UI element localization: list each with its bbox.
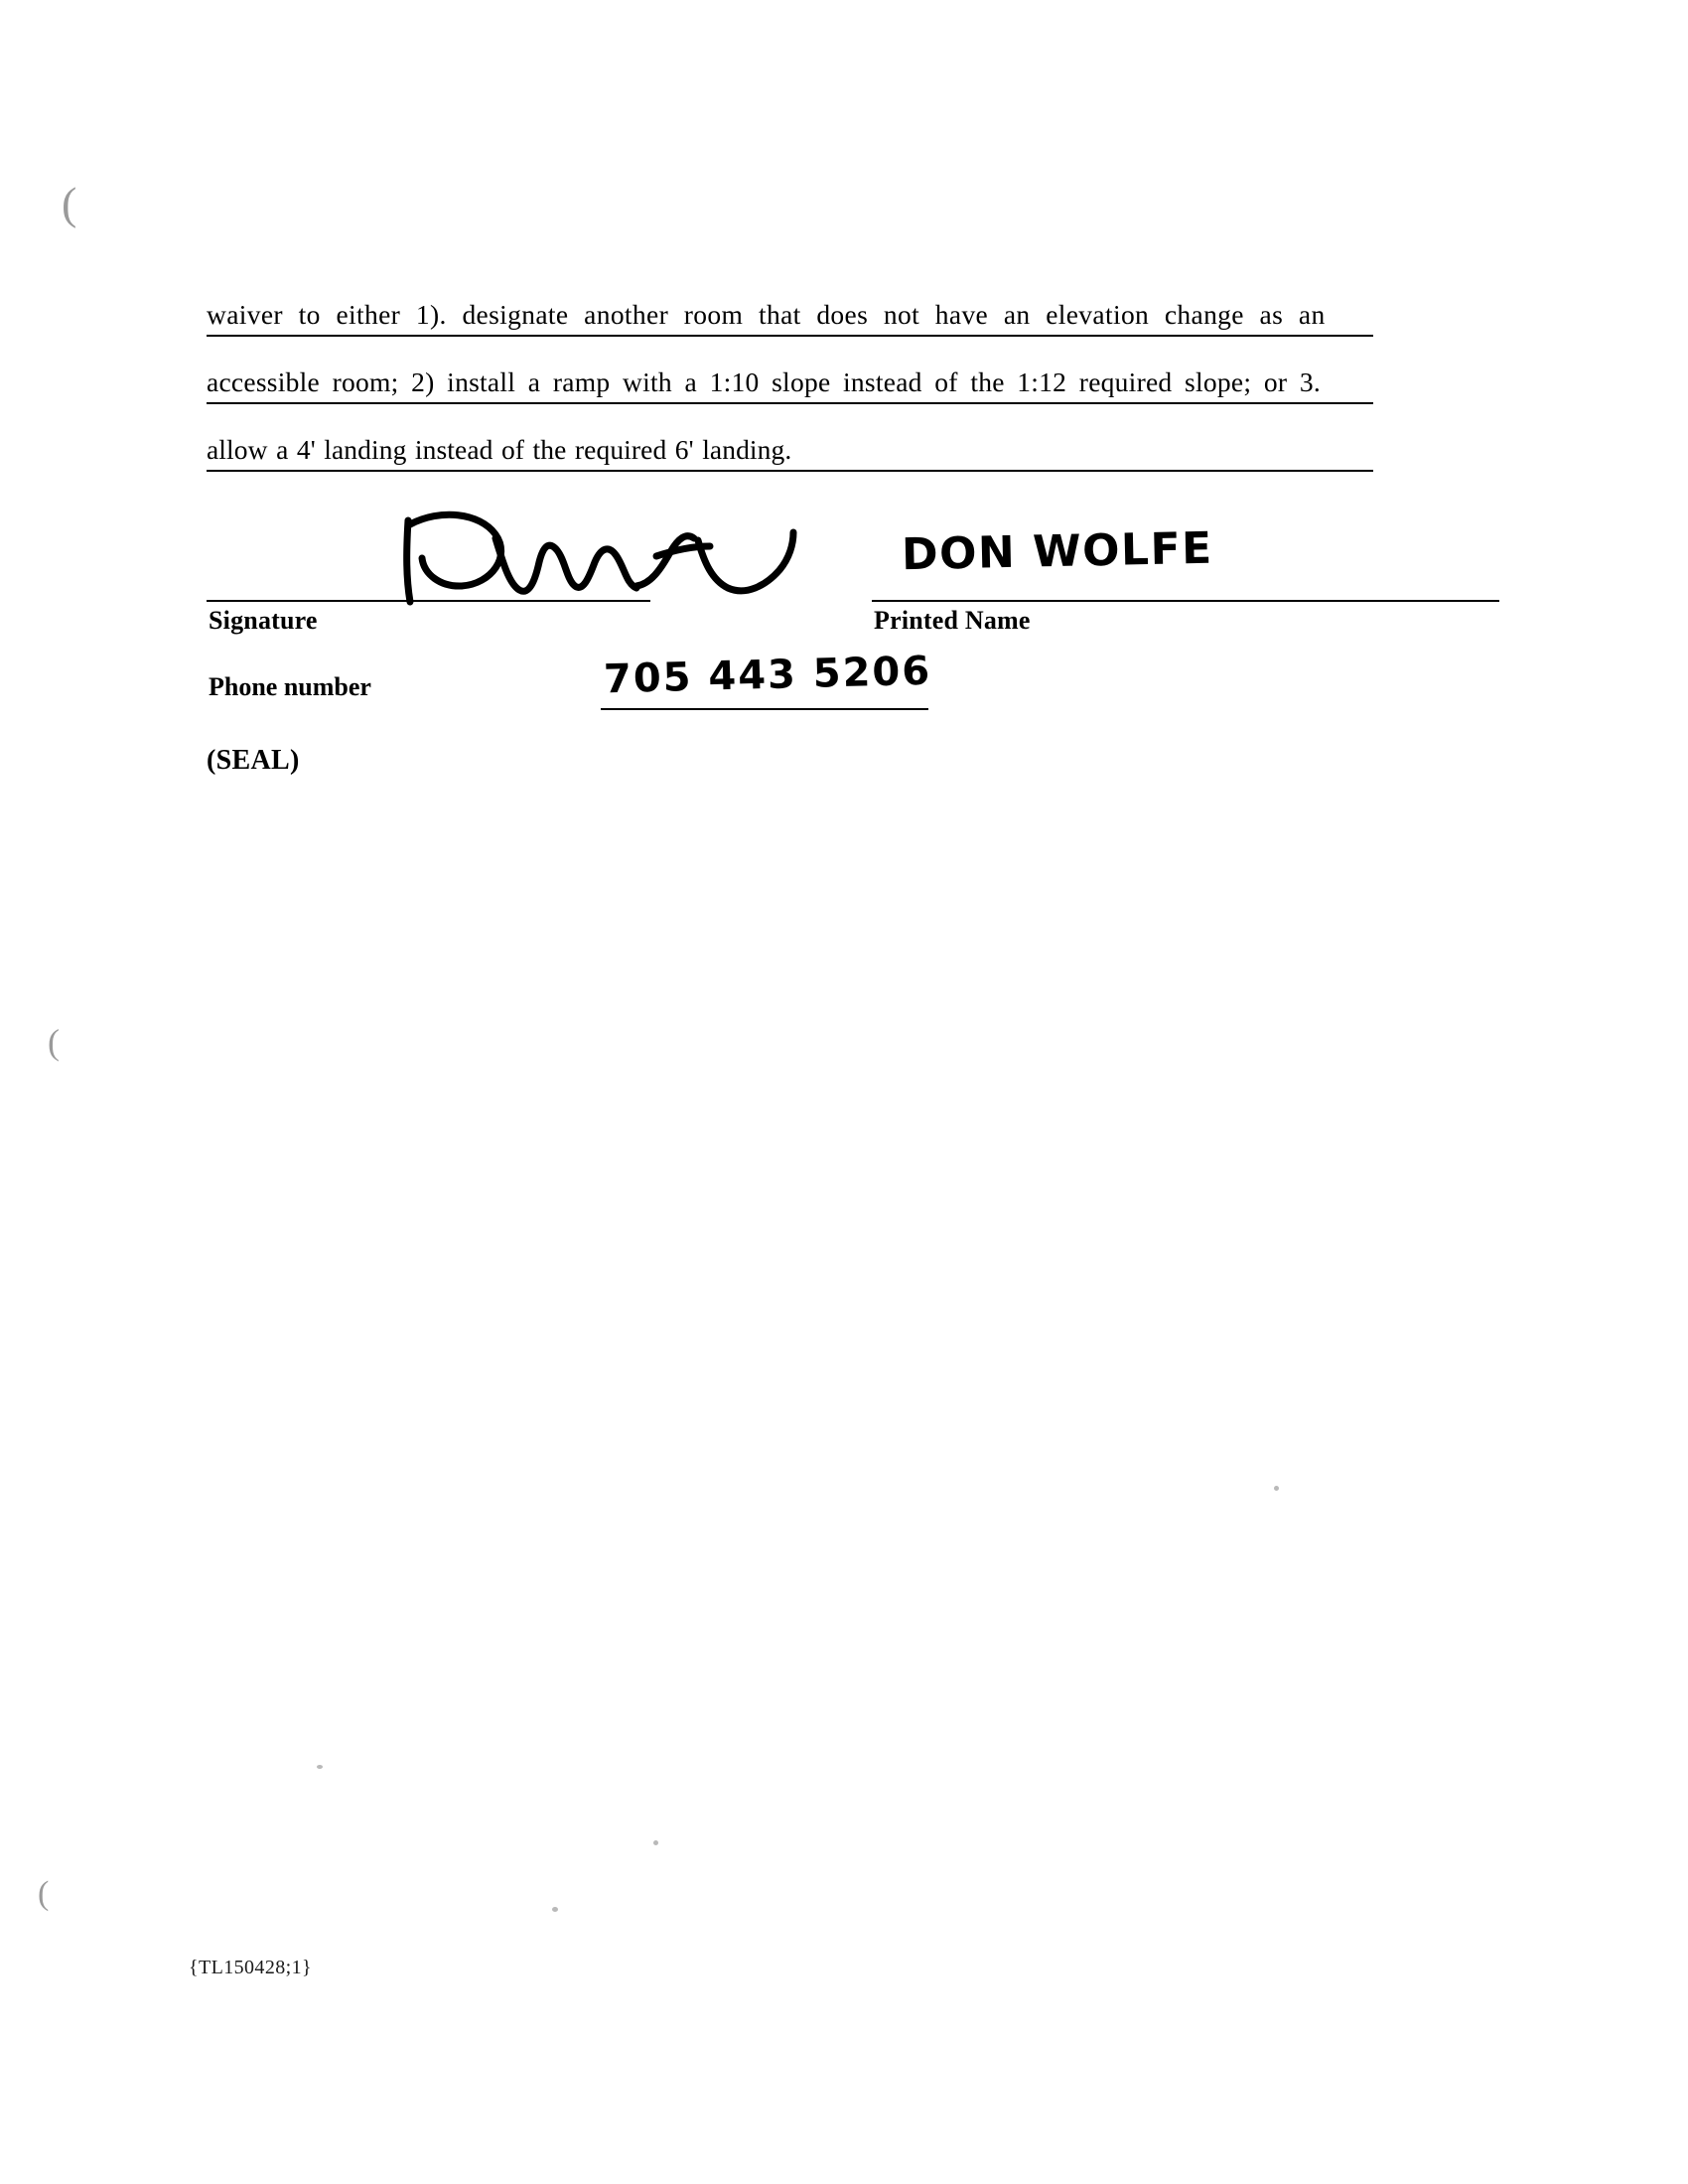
footer-document-code: {TL150428;1} xyxy=(189,1957,312,1978)
scan-artifact-paren-middle: ( xyxy=(48,1022,60,1062)
phone-number-label: Phone number xyxy=(209,672,371,701)
paragraph-line-text: accessible room; 2) install a ramp with a 1:10 slope instead of the 1:12 required slope; or 3. xyxy=(207,366,1322,397)
paragraph-line xyxy=(207,348,1373,415)
form-rule xyxy=(207,470,1373,472)
phone-number-row xyxy=(207,648,1001,720)
paragraph-line xyxy=(207,280,1373,348)
form-rule xyxy=(207,402,1373,404)
signature-block xyxy=(207,497,1378,635)
signature-row xyxy=(207,497,1378,635)
scan-artifact-paren-top: ( xyxy=(62,178,77,228)
signature-line xyxy=(207,600,650,602)
paragraph-line-text: allow a 4' landing instead of the required 6' landing. xyxy=(207,434,792,465)
signature-label: Signature xyxy=(209,606,318,635)
scan-speck xyxy=(317,1765,323,1769)
scan-artifact-paren-bottom: ( xyxy=(38,1875,50,1912)
paragraph-line xyxy=(207,415,1373,483)
printed-name-line xyxy=(872,600,1499,602)
scan-speck xyxy=(1274,1486,1279,1491)
phone-number-ink: 705 443 5206 xyxy=(603,648,932,703)
printed-name-label: Printed Name xyxy=(874,606,1031,635)
seal-label: (SEAL) xyxy=(207,745,300,776)
scan-speck xyxy=(653,1840,658,1845)
form-rule xyxy=(207,335,1373,337)
phone-number-line xyxy=(601,708,928,710)
printed-name-ink: DON WOLFE xyxy=(901,522,1214,581)
waiver-paragraph xyxy=(207,280,1373,483)
paragraph-line-text: waiver to either 1). designate another room that does not have an elevation change as an xyxy=(207,299,1326,330)
scan-speck xyxy=(552,1907,558,1912)
